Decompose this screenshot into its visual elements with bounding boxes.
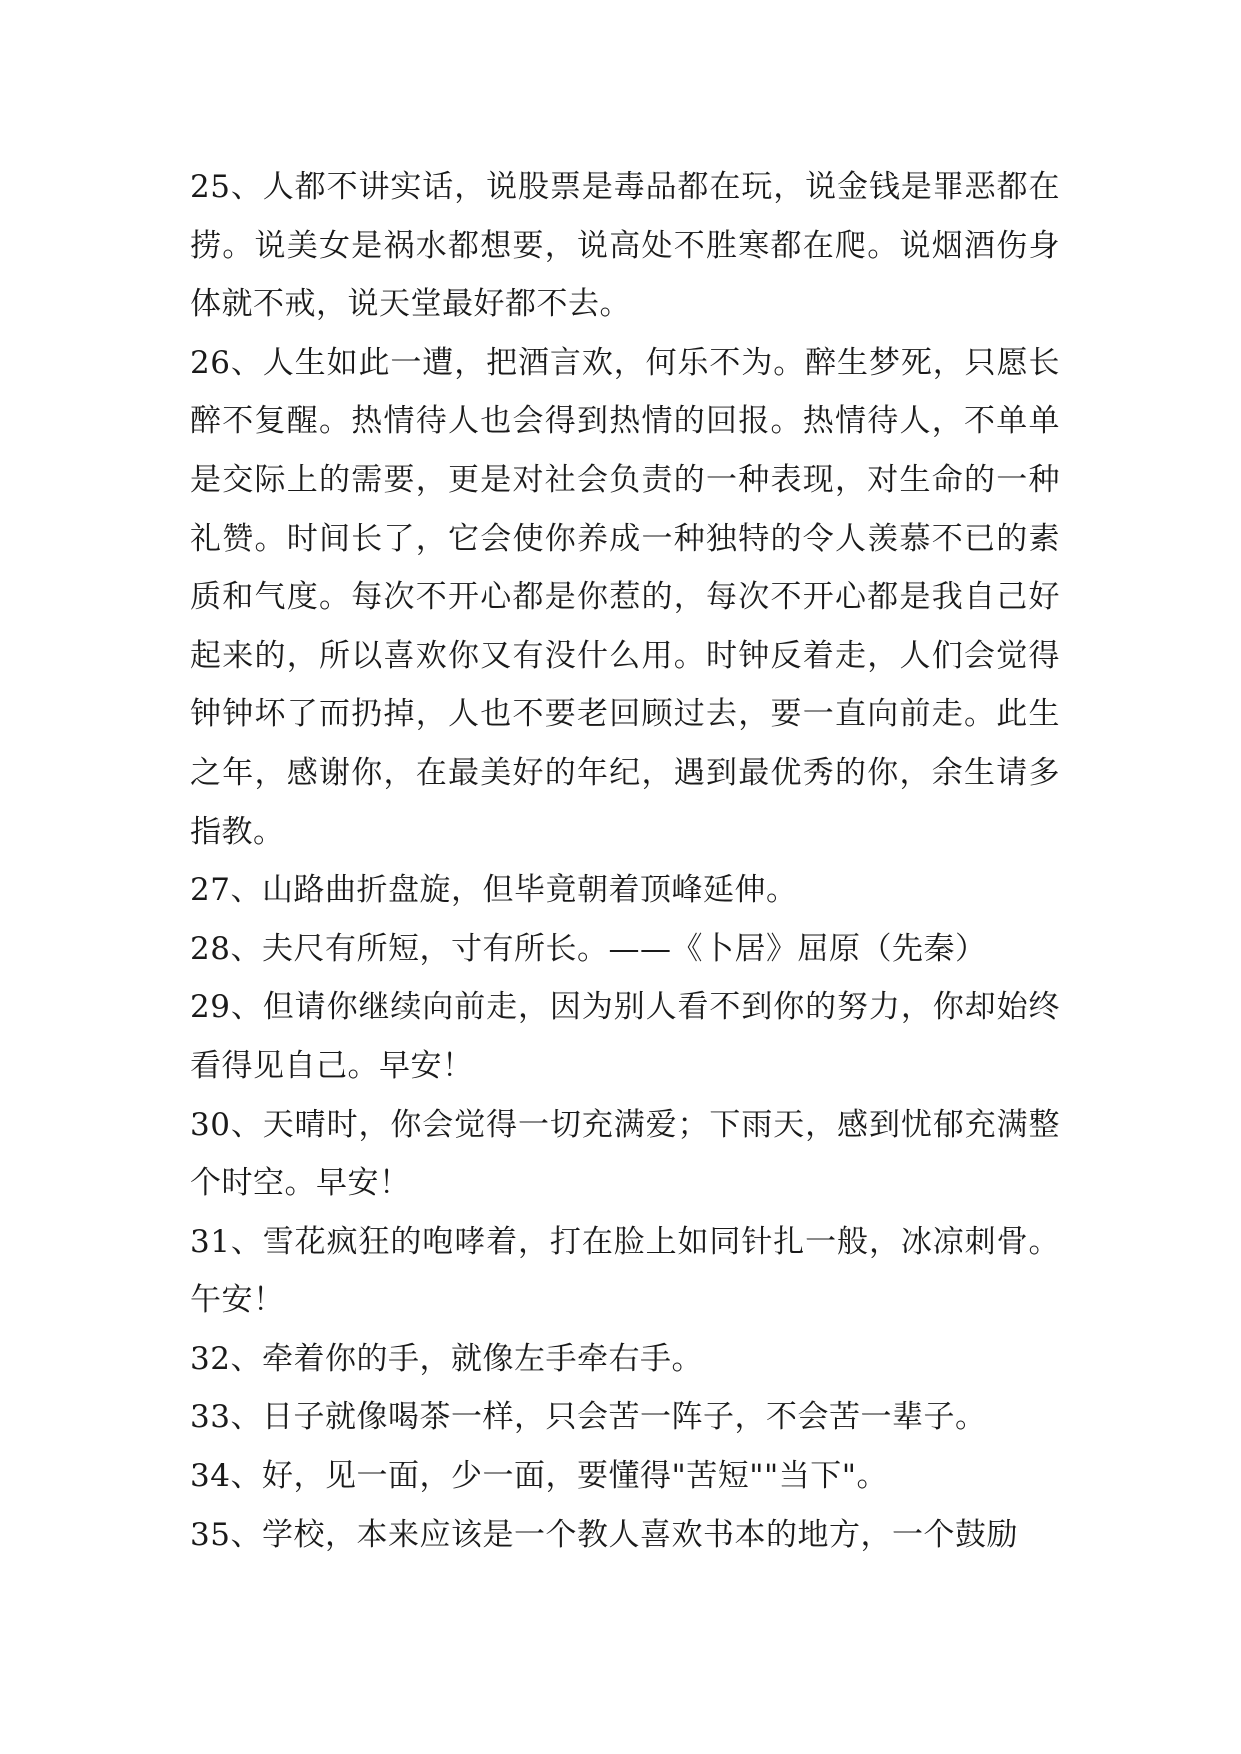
paragraph-33: 33、日子就像喝茶一样，只会苦一阵子，不会苦一辈子。	[190, 1399, 987, 1436]
paragraph-34: 34、好，见一面，少一面，要懂得"苦短""当下"。	[190, 1458, 888, 1495]
paragraph-31: 31、雪花疯狂的咆哮着，打在脸上如同针扎一般，冰凉刺骨。午安！	[190, 1223, 1060, 1319]
paragraph-25: 25、人都不讲实话，说股票是毒品都在玩，说金钱是罪恶都在捞。说美女是祸水都想要，说高处不胜寒都在爬。说烟酒伤身体就不戒，说天堂最好都不去。	[190, 169, 1060, 323]
paragraph-26: 26、人生如此一遭，把酒言欢，何乐不为。醉生梦死，只愿长醉不复醒。热情待人也会得到热情的回报。热情待人，不单单是交际上的需要，更是对社会负责的一种表现，对生命的一种礼赞。时间长了，它会使你养成一种独特的令人羡慕不已的素质和气度。每次不开心都是你惹的，每次不开心都是我自己好起来的，所以喜欢你又有没什么用。时钟反着走，人们会觉得钟钟坏了而扔掉，人也不要老回顾过去，要一直向前走。此生之年，感谢你，在最美好的年纪，遇到最优秀的你，余生请多指教。	[190, 344, 1060, 850]
paragraph-28: 28、夫尺有所短，寸有所长。——《卜居》屈原（先秦）	[190, 930, 987, 967]
paragraph-32: 32、牵着你的手，就像左手牵右手。	[190, 1340, 703, 1377]
paragraph-27: 27、山路曲折盘旋，但毕竟朝着顶峰延伸。	[190, 872, 798, 909]
paragraph-35: 35、学校，本来应该是一个教人喜欢书本的地方，一个鼓励	[190, 1516, 1018, 1553]
document-body	[190, 158, 1060, 1564]
paragraph-29: 29、但请你继续向前走，因为别人看不到你的努力，你却始终看得见自己。早安！	[190, 989, 1060, 1084]
paragraph-30: 30、天晴时，你会觉得一切充满爱；下雨天，感到忧郁充满整个时空。早安！	[190, 1106, 1060, 1202]
